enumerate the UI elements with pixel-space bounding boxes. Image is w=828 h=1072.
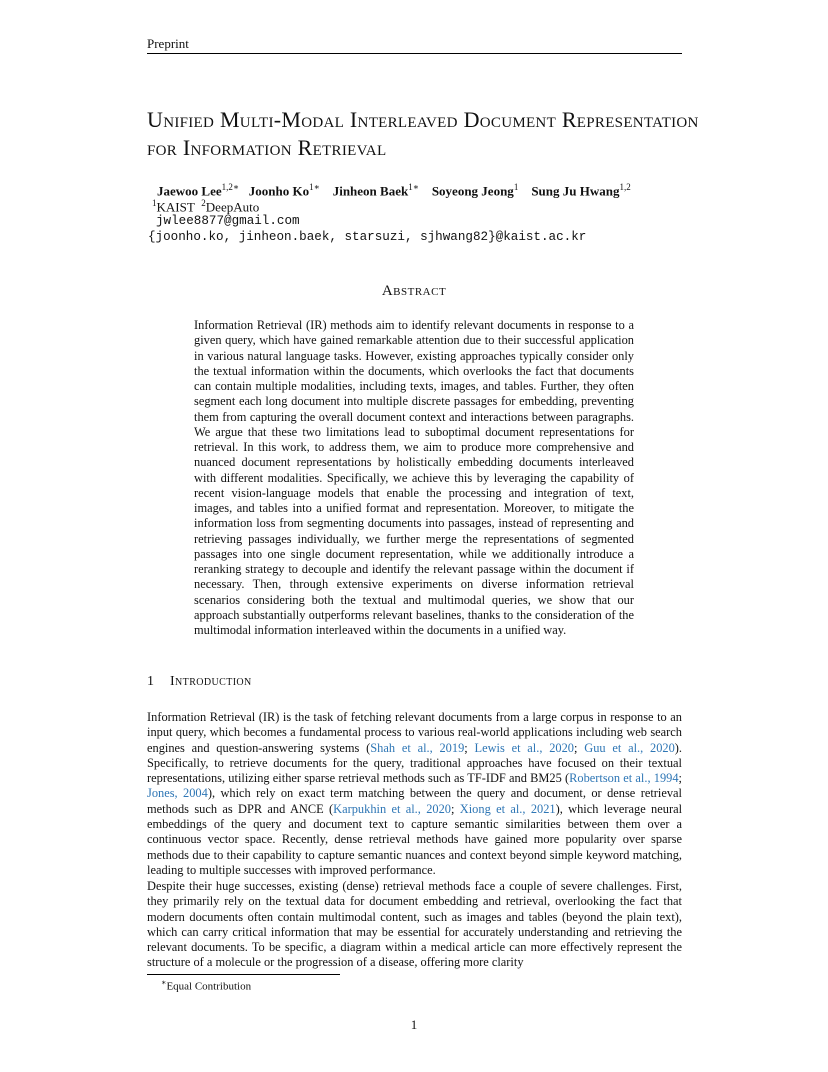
- page-number: 1: [410, 1017, 418, 1032]
- affil-name: KAIST: [156, 199, 195, 215]
- author-name: Jinheon Baek: [332, 183, 409, 199]
- author-sup: 1∗: [408, 182, 419, 192]
- citation-link[interactable]: Lewis et al., 2020: [474, 740, 575, 755]
- author-sup: 1,2: [619, 182, 631, 192]
- citation-link[interactable]: Xiong et al., 2021: [459, 801, 556, 816]
- author-sup: 1∗: [309, 182, 320, 192]
- intro-paragraph-2: Despite their huge successes, existing (dense) retrieval methods face a couple of severe challenges. First, they primarily rely on the textual data for document embedding and retrieval, overlooking the fact that modern documents often contain multimodal content, such as images and tables (beyond the plain text), which can carry critical information that may be essential for accurately understanding and retrieving the relevant documents. To be specific, a diagram within a medical article can more effectively represent the structure of a molecule or the progression of a disease, offering more clarity: [147, 879, 682, 970]
- section-title: Introduction: [170, 674, 252, 689]
- author-name: Sung Ju Hwang: [531, 183, 620, 199]
- citation-link[interactable]: Guu et al., 2020: [584, 740, 675, 755]
- author-list: [157, 182, 631, 199]
- author-sup: 1,2∗: [221, 182, 239, 192]
- author-email-group[interactable]: {joonho.ko, jinheon.baek, starsuzi, sjhwang82}@kaist.ac.kr: [148, 230, 587, 244]
- abstract-body: Information Retrieval (IR) methods aim to identify relevant documents in response to a given query, which have gained remarkable attention due to their successful application in various natural language tasks. However, existing approaches typically consider only the textual information within the documents, which overlooks the fact that documents can contain multiple modalities, including texts, images, and tables. Further, they often segment each long document into multiple discrete passages for embedding, preventing them from capturing the overall document context and interactions between paragraphs. We argue that these two limitations lead to suboptimal document representations for retrieval. In this work, to address them, we aim to produce more comprehensive and nuanced document representations by holistically embedding documents interleaved with different modalities. Specifically, we achieve this by leveraging the capability of recent vision-language models that enable the processing and integration of text, images, and tables into a unified format and representation. Moreover, to mitigate the information loss from segmenting documents into passages, instead of representing and retrieving passages individually, we further merge the representations of segmented passages into one single document representation, while we additionally introduce a reranking strategy to decouple and identify the relevant passage within the document if necessary. Then, through extensive experiments on diverse information retrieval scenarios considering both the textual and multimodal queries, we show that our approach substantially outperforms relevant baselines, thanks to the consideration of the multimodal information interleaved within the documents in a unified way.: [194, 318, 634, 637]
- affil-sup: 1: [152, 198, 157, 208]
- section-number: 1: [147, 674, 154, 689]
- citation-link[interactable]: Shah et al., 2019: [370, 740, 465, 755]
- footnote-mark: ∗: [161, 978, 167, 987]
- author-sup: 1: [513, 182, 519, 192]
- citation-link[interactable]: Jones, 2004: [147, 786, 208, 801]
- header-rule: [147, 53, 682, 54]
- author-email[interactable]: jwlee8877@gmail.com: [156, 214, 300, 228]
- footnote-text: Equal Contribution: [166, 980, 252, 993]
- section-heading: [147, 674, 252, 690]
- affil-name: DeepAuto: [205, 199, 260, 215]
- arxiv-identifier-stamp[interactable]: [18, 296, 56, 748]
- running-header: Preprint: [147, 36, 189, 51]
- author-name: Jaewoo Lee: [157, 183, 222, 199]
- footnote: [161, 978, 251, 993]
- affil-sup: 2: [201, 198, 206, 208]
- footnote-rule: [147, 974, 340, 975]
- citation-link[interactable]: Robertson et al., 1994: [569, 771, 679, 786]
- author-name: Joonho Ko: [248, 183, 310, 199]
- intro-paragraph-1: Information Retrieval (IR) is the task of fetching relevant documents from a large corpus in response to an input query, which becomes a fundamental process to various real-world applications including web search engines and question-answering systems (Shah et al., 2019; Lewis et al., 2020; Guu et al., 2020). Specifically, to retrieve documents for the query, traditional approaches have focused on their textual representations, utilizing either sparse retrieval methods such as TF-IDF and BM25 (Robertson et al., 1994; Jones, 2004), which rely on exact term matching between the query and document, or dense retrieval methods such as DPR and ANCE (Karpukhin et al., 2020; Xiong et al., 2021), which leverage neural embeddings of the query and document text to capture semantic similarities between them over a continuous vector space. Recently, dense retrieval methods have gained more popularity over sparse methods due to their capability to capture semantic nuances and context beyond simple keyword matching, leading to multiple successes with improved performance.: [147, 710, 683, 877]
- paper-title: Unified Multi-Modal Interleaved Document Representation for Information Retrieval: [147, 107, 699, 160]
- citation-link[interactable]: Karpukhin et al., 2020: [333, 801, 451, 816]
- author-name: Soyeong Jeong: [431, 183, 514, 199]
- affiliations: [152, 198, 259, 215]
- abstract-heading: Abstract: [381, 283, 447, 299]
